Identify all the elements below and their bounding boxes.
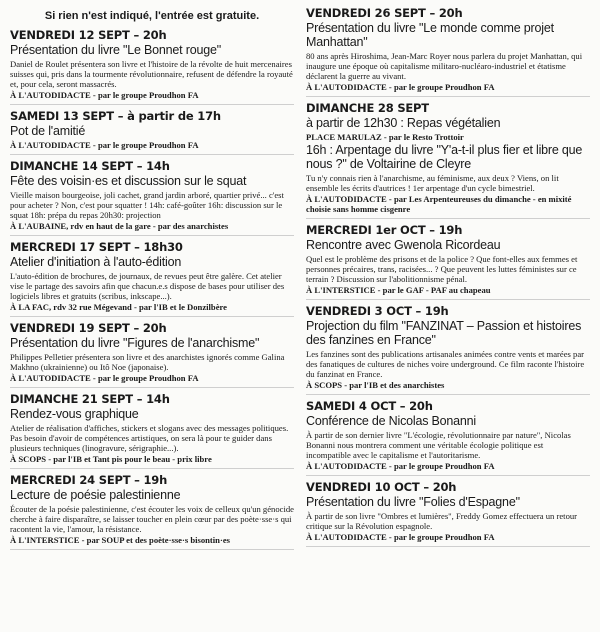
event-item bbox=[10, 157, 294, 236]
event-date: VENDREDI 10 OCT – 20h bbox=[306, 480, 457, 494]
event-item bbox=[306, 302, 590, 395]
event-date: VENDREDI 26 SEPT – 20h bbox=[306, 6, 463, 20]
event-date: VENDREDI 12 SEPT – 20h bbox=[10, 28, 167, 42]
event-location bbox=[306, 132, 590, 142]
event-organizer: - par SOUP et des poète·sse·s bisontin·es bbox=[79, 535, 230, 545]
event-venue: À L'AUTODIDACTE bbox=[306, 194, 387, 204]
event-title: Présentation du livre "Le monde comme projet Manhattan" bbox=[306, 21, 554, 49]
event-venue: À L'AUTODIDACTE bbox=[306, 461, 387, 471]
event-item bbox=[10, 238, 294, 317]
event-date: MERCREDI 1er OCT – 19h bbox=[306, 223, 463, 237]
event-date: MERCREDI 17 SEPT – 18h30 bbox=[10, 240, 183, 254]
event-title: à partir de 12h30 : Repas végétalien bbox=[306, 116, 501, 130]
event-date: SAMEDI 13 SEPT – à partir de 17h bbox=[10, 109, 221, 123]
event-item bbox=[10, 390, 294, 469]
event-description: L'auto-édition de brochures, de journaux, de revues peut être galère. Cet atelier vise le partage des savoirs afin que chacun.e.s dispose de bases pour utiliser des logiciels libres et gratuits (scribus, inkscape...). bbox=[10, 271, 285, 301]
event-organizer: - par le GAF - PAF au chapeau bbox=[375, 285, 491, 295]
event-location bbox=[10, 140, 294, 150]
event-organizer: - par le groupe Proudhon FA bbox=[90, 140, 199, 150]
event-title-second: 16h : Arpentage du livre "Y'a-t-il plus fier et libre que nous ?" de Voltairine de Cleyre bbox=[306, 143, 583, 171]
event-description: Atelier de réalisation d'affiches, stickers et slogans avec des messages politiques. Pas besoin d'avoir de compétences artistiques, on sera là pour te guider dans plusieurs techniques (linogravure, sérigraphie...). bbox=[10, 423, 289, 453]
event-organizer: - par le groupe Proudhon FA bbox=[386, 461, 495, 471]
event-organizer: - par Les Arpenteureuses du dimanche - en mixité choisie sans homme cisgenre bbox=[306, 194, 572, 214]
event-venue: À L'AUTODIDACTE bbox=[10, 373, 91, 383]
event-description: Philippes Pelletier présentera son livre et des anarchistes ignorés comme Galina Makhno (ukrainienne) ou Itô Noe (japonaise). bbox=[10, 352, 285, 372]
event-date: VENDREDI 3 OCT – 19h bbox=[306, 304, 449, 318]
event-venue: PLACE MARULAZ bbox=[306, 132, 382, 142]
event-location bbox=[306, 461, 590, 471]
event-organizer: - par le groupe Proudhon FA bbox=[386, 82, 495, 92]
event-venue: À L'AUTODIDACTE bbox=[10, 140, 91, 150]
event-location bbox=[10, 373, 294, 383]
event-venue: À L'AUTODIDACTE bbox=[306, 82, 387, 92]
event-location bbox=[306, 285, 590, 295]
event-description: Écouter de la poésie palestinienne, c'est écouter les voix de celleux qu'un génocide cherche à faire disparaître, se laisser toucher en plein cœur par des poète·sse·s qui racontent la vie, l'amour, la résistance. bbox=[10, 504, 294, 534]
event-description: Daniel de Roulet présentera son livre et l'histoire de la révolte de huit mercenaires suisses qui, pris dans la tourmente révolutionnaire, refusent de défendre la royauté et, pour cela, seront massacrés. bbox=[10, 59, 293, 89]
right-column bbox=[306, 4, 590, 628]
event-item bbox=[306, 4, 590, 97]
event-title: Conférence de Nicolas Bonanni bbox=[306, 414, 477, 428]
event-title: Présentation du livre "Folies d'Espagne" bbox=[306, 495, 520, 509]
event-date: VENDREDI 19 SEPT – 20h bbox=[10, 321, 167, 335]
event-item bbox=[306, 221, 590, 300]
event-location bbox=[306, 380, 590, 390]
event-title: Fête des voisin·es et discussion sur le squat bbox=[10, 174, 247, 188]
event-item bbox=[10, 471, 294, 550]
event-date: DIMANCHE 21 SEPT – 14h bbox=[10, 392, 170, 406]
event-venue: À L'AUTODIDACTE bbox=[10, 90, 91, 100]
event-venue: À L'INTERSTICE bbox=[306, 285, 376, 295]
event-title: Pot de l'amitié bbox=[10, 124, 86, 138]
event-organizer: - par le groupe Proudhon FA bbox=[90, 90, 199, 100]
event-organizer: - par l'IB et des anarchistes bbox=[342, 380, 445, 390]
event-description: À partir de son livre "Ombres et lumières", Freddy Gomez effectuera un retour critique sur la Révolution espagnole. bbox=[306, 511, 578, 531]
event-location bbox=[306, 82, 590, 92]
event-description: 80 ans après Hiroshima, Jean-Marc Royer nous parlera du projet Manhattan, qui inaugure une époque où capitalisme militaro-nucléaro-industriel et étatisme déclarent la guerre au vivant. bbox=[306, 51, 583, 81]
event-venue: À SCOPS bbox=[306, 380, 343, 390]
event-location bbox=[10, 90, 294, 100]
event-description: À partir de son dernier livre "L'écologie, révolutionnaire par nature", Nicolas Bonanni nous montrera comment une véritable écologie politique est incompatible avec le capitalisme et l'autoritarisme. bbox=[306, 430, 571, 460]
event-organizer: - par le groupe Proudhon FA bbox=[386, 532, 495, 542]
event-location bbox=[306, 194, 590, 214]
event-item bbox=[306, 478, 590, 547]
event-venue: À L'INTERSTICE bbox=[10, 535, 80, 545]
event-title: Rencontre avec Gwenola Ricordeau bbox=[306, 238, 501, 252]
event-organizer: - par le groupe Proudhon FA bbox=[90, 373, 199, 383]
event-item bbox=[10, 319, 294, 388]
event-location bbox=[10, 535, 294, 545]
event-date: MERCREDI 24 SEPT – 19h bbox=[10, 473, 168, 487]
event-organizer: - par le Resto Trottoir bbox=[381, 132, 464, 142]
event-title: Rendez-vous graphique bbox=[10, 407, 139, 421]
free-entry-notice: Si rien n'est indiqué, l'entrée est gratuite. bbox=[44, 10, 260, 22]
event-location bbox=[10, 454, 294, 464]
event-item bbox=[10, 107, 294, 155]
event-location bbox=[306, 532, 590, 542]
event-date: SAMEDI 4 OCT – 20h bbox=[306, 399, 433, 413]
event-title: Présentation du livre "Figures de l'anarchisme" bbox=[10, 336, 260, 350]
event-title: Atelier d'initiation à l'auto-édition bbox=[10, 255, 182, 269]
event-description: Quel est le problème des prisons et de la police ? Que font-elles aux femmes et personnes précaires, trans, racisées... ? Que peuvent les luttes féministes sur ce terrain ? Discussion sur l'abolitionnisme pénal. bbox=[306, 254, 578, 284]
event-venue: À L'AUTODIDACTE bbox=[306, 532, 387, 542]
event-venue: À SCOPS bbox=[10, 454, 47, 464]
event-title: Lecture de poésie palestinienne bbox=[10, 488, 181, 502]
event-title: Présentation du livre "Le Bonnet rouge" bbox=[10, 43, 221, 57]
event-item bbox=[306, 99, 590, 219]
event-organizer: , rdv en haut de la gare - par des anarchistes bbox=[66, 221, 229, 231]
event-description: Les fanzines sont des publications artisanales animées contre vents et marées par des fanatiques de cultures de niches voire underground. Ce film raconte l'histoire du fanzinat en France. bbox=[306, 349, 585, 379]
event-location bbox=[10, 302, 294, 312]
event-venue: À L'AUBAINE bbox=[10, 221, 67, 231]
event-organizer: - par l'IB et Tant pis pour le beau - prix libre bbox=[46, 454, 212, 464]
event-item bbox=[10, 26, 294, 105]
event-venue: À LA FAC bbox=[10, 302, 49, 312]
event-location bbox=[10, 221, 294, 231]
event-organizer: , rdv 32 rue Mégevand - par l'IB et le Donzilbère bbox=[49, 302, 227, 312]
event-title: Projection du film "FANZINAT – Passion et histoires des fanzines en France" bbox=[306, 319, 582, 347]
event-item bbox=[306, 397, 590, 476]
event-date: DIMANCHE 28 SEPT bbox=[306, 101, 429, 115]
event-description: Vieille maison bourgeoise, joli cachet, grand jardin arboré, quartier privé... c'est pour acheter ? Non, c'est pour squatter ! 14h: café-goûter 16h: discussion sur le squat 18h: prépa du repas 20h30: projection bbox=[10, 190, 284, 220]
left-column bbox=[10, 4, 294, 628]
event-date: DIMANCHE 14 SEPT – 14h bbox=[10, 159, 170, 173]
event-description: Tu n'y connais rien à l'anarchisme, au féminisme, aux deux ? Viens, on lit ensemble les écrits d'autrices ! 1er arpentage d'un cycle bimestriel. bbox=[306, 173, 559, 193]
